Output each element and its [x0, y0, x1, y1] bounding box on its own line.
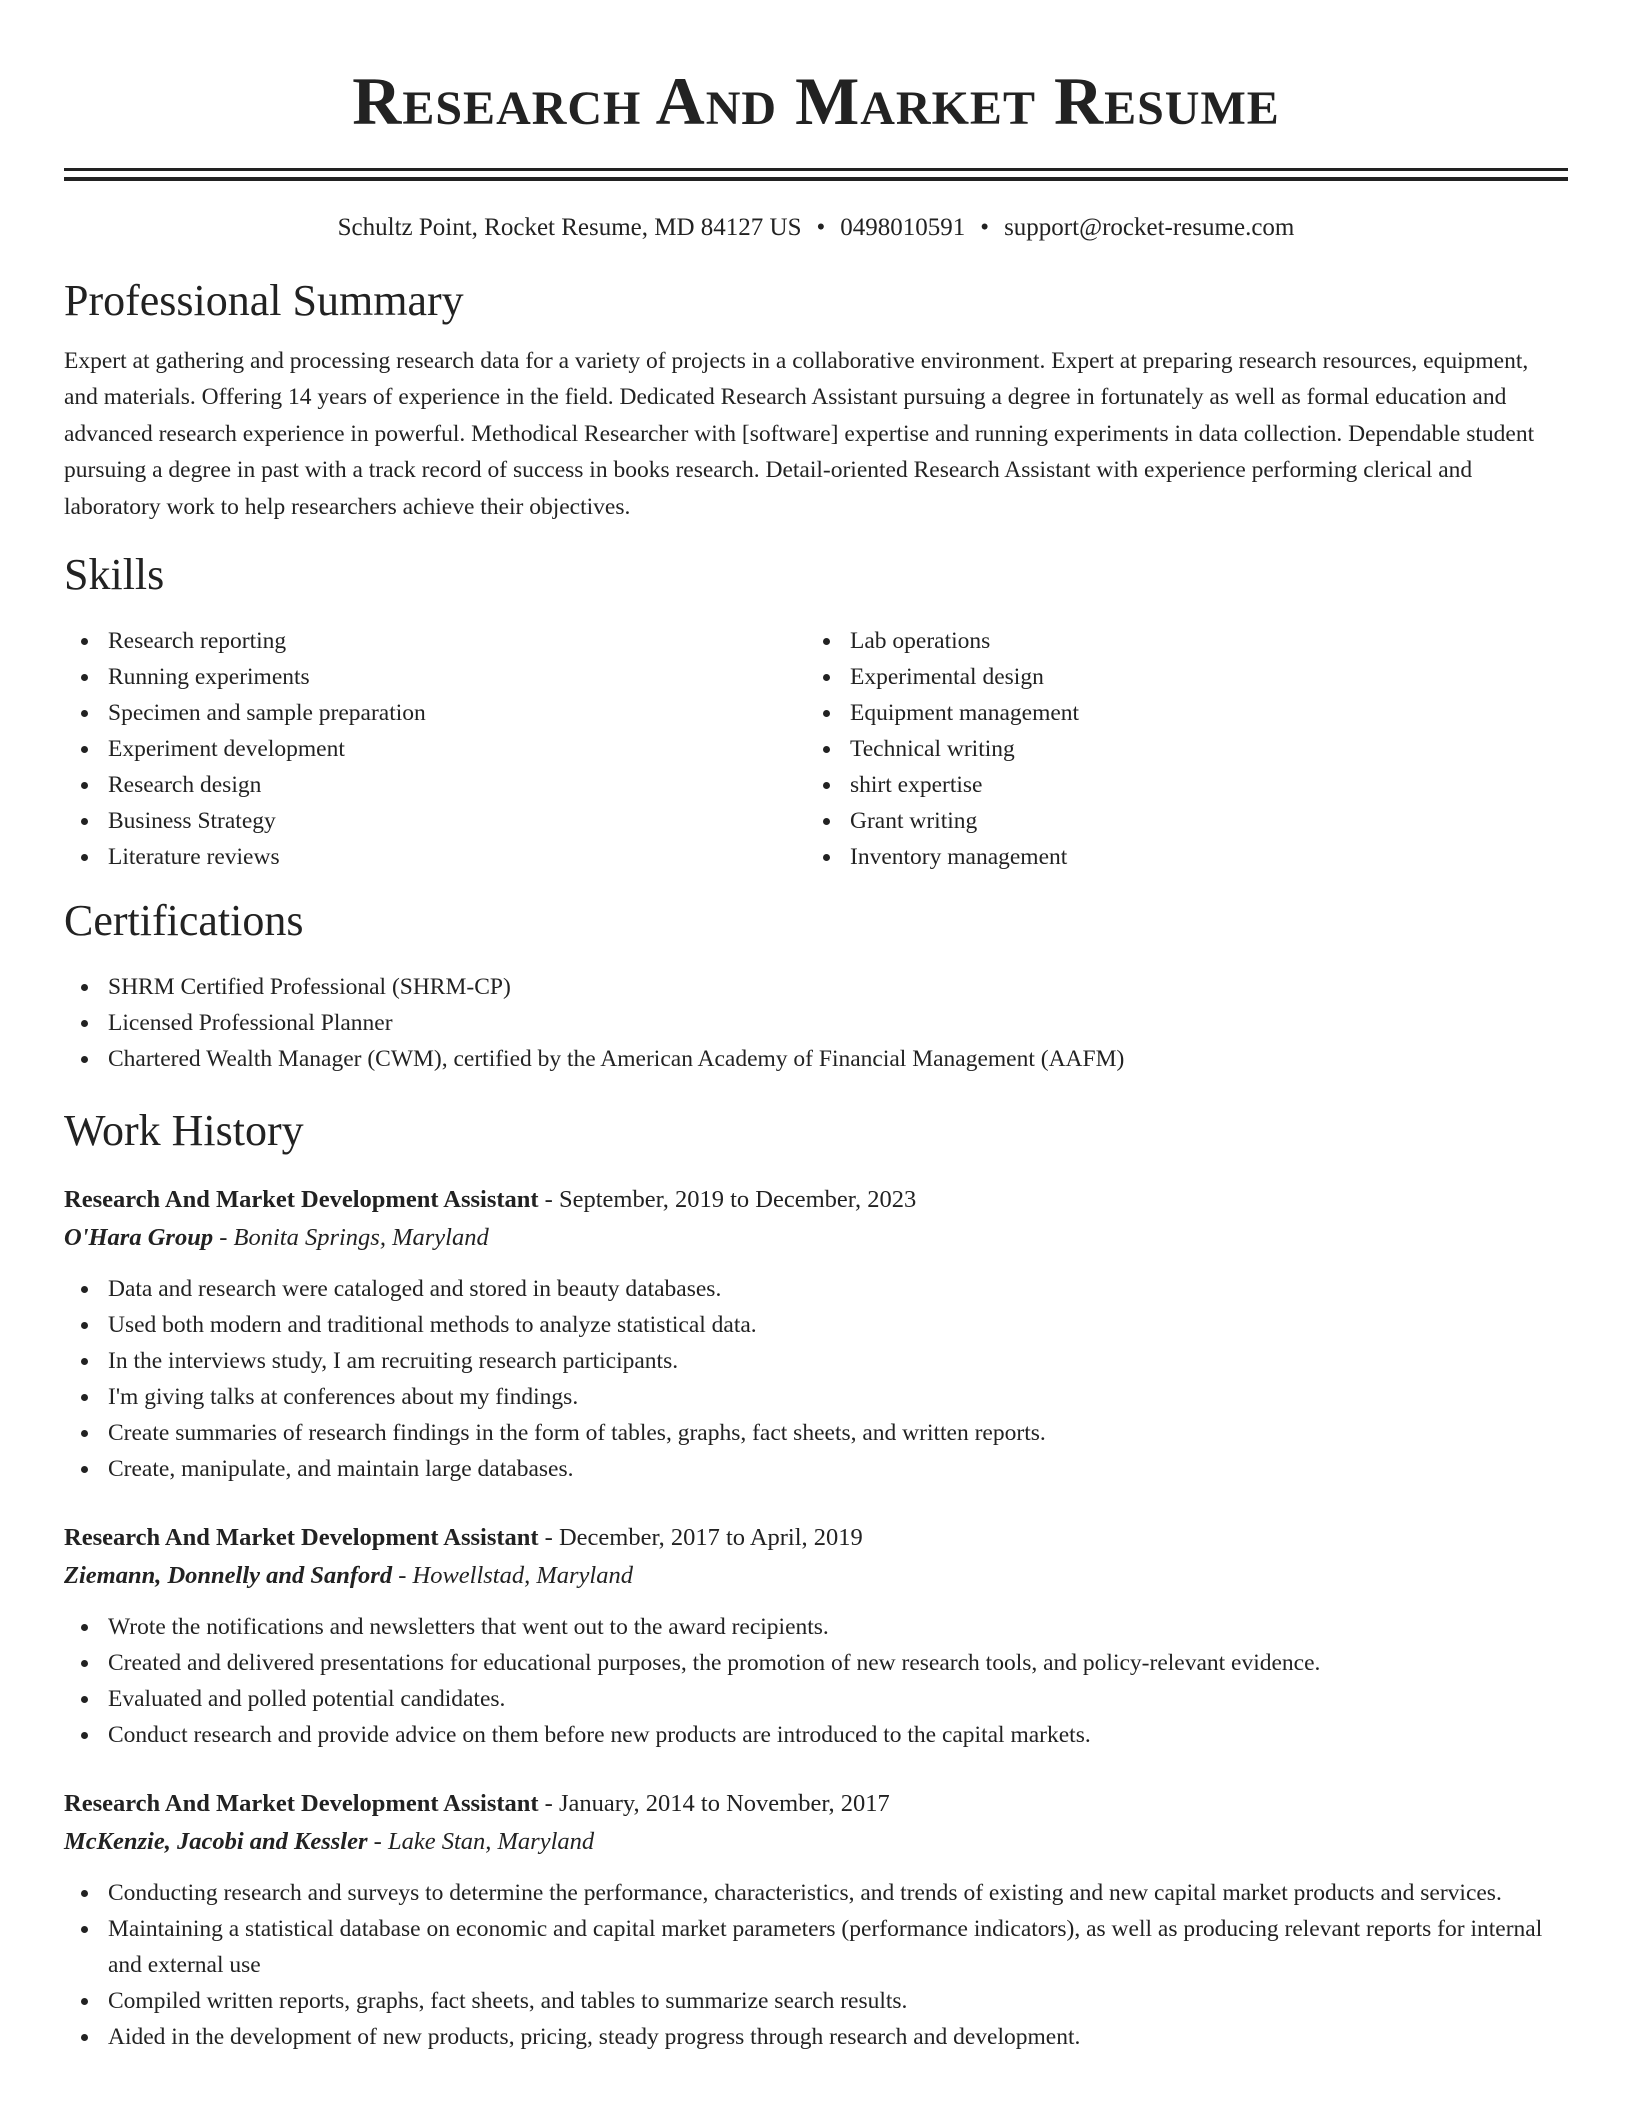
- job-dates: - January, 2014 to November, 2017: [538, 1790, 890, 1818]
- certification-item: SHRM Certified Professional (SHRM-CP): [64, 969, 1568, 1005]
- work-history-heading: Work History: [64, 1106, 304, 1156]
- work-history-section: [64, 1105, 1568, 2055]
- job-duty-item: Maintaining a statistical database on economic and capital market parameters (performance indicators), as well as producing relevant reports for internal and external use: [64, 1911, 1568, 1983]
- job-title: Research And Market Development Assistant: [64, 1524, 539, 1552]
- skills-column-left: [64, 623, 806, 875]
- header-rule-top: [64, 168, 1568, 171]
- certifications-list: [64, 969, 1568, 1077]
- job-duty-item: Aided in the development of new products, pricing, steady progress through research and development.: [64, 2019, 1568, 2055]
- certification-item: Chartered Wealth Manager (CWM), certified by the American Academy of Financial Management (AAFM): [64, 1041, 1568, 1077]
- skill-item: Technical writing: [806, 731, 1548, 767]
- skill-item: Business Strategy: [64, 803, 806, 839]
- contact-separator: •: [980, 214, 990, 241]
- job-company: Ziemann, Donnelly and Sanford: [64, 1562, 393, 1590]
- job-title-line: [64, 1519, 1568, 1557]
- summary-section: [64, 275, 1568, 525]
- job-location: - Lake Stan, Maryland: [367, 1828, 595, 1856]
- job-duty-item: In the interviews study, I am recruiting research participants.: [64, 1343, 1568, 1379]
- skill-item: Inventory management: [806, 839, 1548, 875]
- skill-item: Grant writing: [806, 803, 1548, 839]
- job-dates: - September, 2019 to December, 2023: [538, 1186, 917, 1214]
- skill-item: Running experiments: [64, 659, 806, 695]
- job-company: McKenzie, Jacobi and Kessler: [64, 1828, 368, 1856]
- job-entry: [64, 1519, 1568, 1753]
- skills-list-right: [806, 623, 1548, 875]
- job-duty-item: Created and delivered presentations for educational purposes, the promotion of new research tools, and policy-relevant evidence.: [64, 1645, 1568, 1681]
- job-duties-list: [64, 1875, 1568, 2055]
- header-rule-bottom: [64, 177, 1568, 181]
- skills-grid: [64, 623, 1568, 875]
- contact-line: [64, 211, 1568, 245]
- job-location: - Howellstad, Maryland: [392, 1562, 633, 1590]
- header-divider: [64, 168, 1568, 181]
- job-duty-item: Wrote the notifications and newsletters that went out to the award recipients.: [64, 1609, 1568, 1645]
- job-duty-item: Compiled written reports, graphs, fact sheets, and tables to summarize search results.: [64, 1983, 1568, 2019]
- job-entry: [64, 1181, 1568, 1487]
- certifications-section: [64, 895, 1568, 1077]
- skill-item: shirt expertise: [806, 767, 1548, 803]
- certifications-heading: Certifications: [64, 896, 304, 946]
- resume-page: [64, 0, 1568, 2055]
- job-company-line: [64, 1557, 1568, 1595]
- skill-item: Experiment development: [64, 731, 806, 767]
- skill-item: Research reporting: [64, 623, 806, 659]
- skills-column-right: [806, 623, 1548, 875]
- job-title-line: [64, 1181, 1568, 1219]
- certification-item: Licensed Professional Planner: [64, 1005, 1568, 1041]
- skill-item: Experimental design: [806, 659, 1548, 695]
- job-duty-item: I'm giving talks at conferences about my findings.: [64, 1379, 1568, 1415]
- job-entry: [64, 1785, 1568, 2055]
- summary-text: Expert at gathering and processing research data for a variety of projects in a collaborative environment. Expert at preparing research resources, equipment, and materials. Offering 14 years of experience in the field. Dedicated Research Assistant pursuing a degree in fortunately as well as formal education and advanced research experience in powerful. Methodical Researcher with [software] expertise and running experiments in data collection. Dependable student pursuing a degree in past with a track record of success in books research. Detail-oriented Research Assistant with experience performing clerical and laboratory work to help researchers achieve their objectives.: [64, 348, 1535, 520]
- skills-list-left: [64, 623, 806, 875]
- job-title-line: [64, 1785, 1568, 1823]
- job-duty-item: Used both modern and traditional methods to analyze statistical data.: [64, 1307, 1568, 1343]
- contact-separator: •: [816, 214, 826, 241]
- contact-address: Schultz Point, Rocket Resume, MD 84127 US: [337, 214, 802, 241]
- job-dates: - December, 2017 to April, 2019: [538, 1524, 863, 1552]
- job-location: - Bonita Springs, Maryland: [213, 1224, 489, 1252]
- contact-phone: 0498010591: [840, 214, 966, 241]
- job-company-line: [64, 1823, 1568, 1861]
- skill-item: Research design: [64, 767, 806, 803]
- job-duty-item: Create, manipulate, and maintain large databases.: [64, 1451, 1568, 1487]
- job-duties-list: [64, 1609, 1568, 1753]
- job-duties-list: [64, 1271, 1568, 1487]
- skill-item: Equipment management: [806, 695, 1548, 731]
- skills-section: [64, 549, 1568, 875]
- job-duty-item: Evaluated and polled potential candidates.: [64, 1681, 1568, 1717]
- contact-email: support@rocket-resume.com: [1004, 214, 1295, 241]
- skill-item: Literature reviews: [64, 839, 806, 875]
- job-duty-item: Create summaries of research findings in the form of tables, graphs, fact sheets, and written reports.: [64, 1415, 1568, 1451]
- job-title: Research And Market Development Assistant: [64, 1186, 539, 1214]
- summary-heading: Professional Summary: [64, 276, 464, 325]
- skills-heading: Skills: [64, 550, 165, 600]
- skill-item: Specimen and sample preparation: [64, 695, 806, 731]
- job-company-line: [64, 1219, 1568, 1257]
- job-company: O'Hara Group: [64, 1224, 214, 1252]
- job-duty-item: Data and research were cataloged and stored in beauty databases.: [64, 1271, 1568, 1307]
- skill-item: Lab operations: [806, 623, 1548, 659]
- job-duty-item: Conducting research and surveys to determine the performance, characteristics, and trends of existing and new capital market products and services.: [64, 1875, 1568, 1911]
- job-title: Research And Market Development Assistant: [64, 1790, 539, 1818]
- resume-name: Research And Market Resume: [352, 63, 1280, 139]
- job-duty-item: Conduct research and provide advice on them before new products are introduced to the capital markets.: [64, 1717, 1568, 1753]
